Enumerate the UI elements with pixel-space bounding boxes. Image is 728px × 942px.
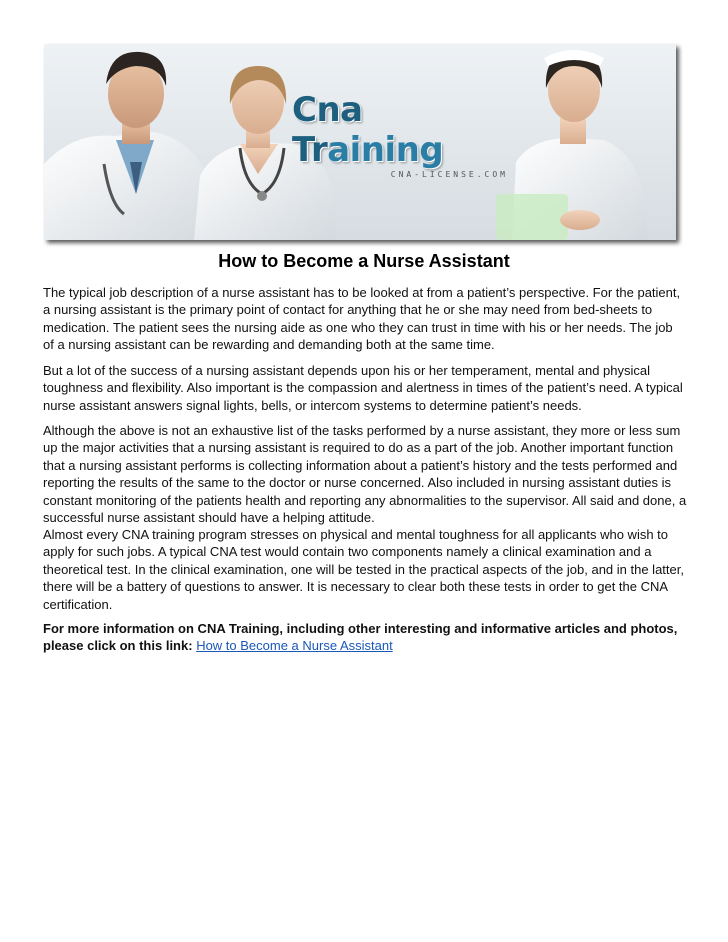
cta-paragraph	[43, 620, 687, 655]
paragraph-4: Almost every CNA training program stresses on physical and mental toughness for all applicants who wish to apply for such jobs. A typical CNA test would contain two components namely a clinical examination and a theoretical test. In the clinical examination, one will be tested in the practical aspects of the job, and in the latter, there will be a battery of questions to answer. It is necessary to clear both these tests in order to get the CNA certification.	[43, 527, 684, 612]
header-banner	[44, 44, 676, 240]
paragraph-2: But a lot of the success of a nursing assistant depends upon his or her temperament, mental and physical toughness and flexibility. Also important is the compassion and alertness in times of the patient’s need. A typical nurse assistant answers signal lights, bells, or intercom systems to determine patient’s needs.	[43, 363, 683, 413]
logo-title-part1: Cna Tr	[292, 90, 363, 170]
cta-text: For more information on CNA Training, including other interesting and informative articles and photos, please click on this link:	[43, 621, 678, 654]
article-link[interactable]: How to Become a Nurse Assistant	[196, 638, 393, 654]
paragraph-1: The typical job description of a nurse assistant has to be looked at from a patient’s perspective. For the patient, a nursing assistant is the primary point of contact for anything that he or she may need from bed-sheets to medication. The patient sees the nursing aide as one who they can trust in time with his or her needs. The job of a nursing assistant can be rewarding and demanding both at the same time.	[43, 285, 681, 353]
article-title: How to Become a Nurse Assistant	[218, 251, 510, 271]
cna-training-logo	[292, 90, 522, 179]
logo-subtitle: CNA-LICENSE.COM	[390, 170, 508, 179]
logo-title	[292, 90, 522, 170]
logo-title-part2: aining	[327, 130, 444, 170]
paragraph-3: Although the above is not an exhaustive list of the tasks performed by a nurse assistant, they more or less sum up the major activities that a nursing assistant is required to do as a part of the job. Another important function that a nursing assistant performs is collecting information about a patient’s history and the tests performed and reporting the results of the same to the doctor or nurse concerned. Also included in nursing assistant duties is constant monitoring of the patients health and reporting any abnormalities to the supervisor. All said and done, a successful nurse assistant should have a helping attitude.	[43, 423, 687, 526]
